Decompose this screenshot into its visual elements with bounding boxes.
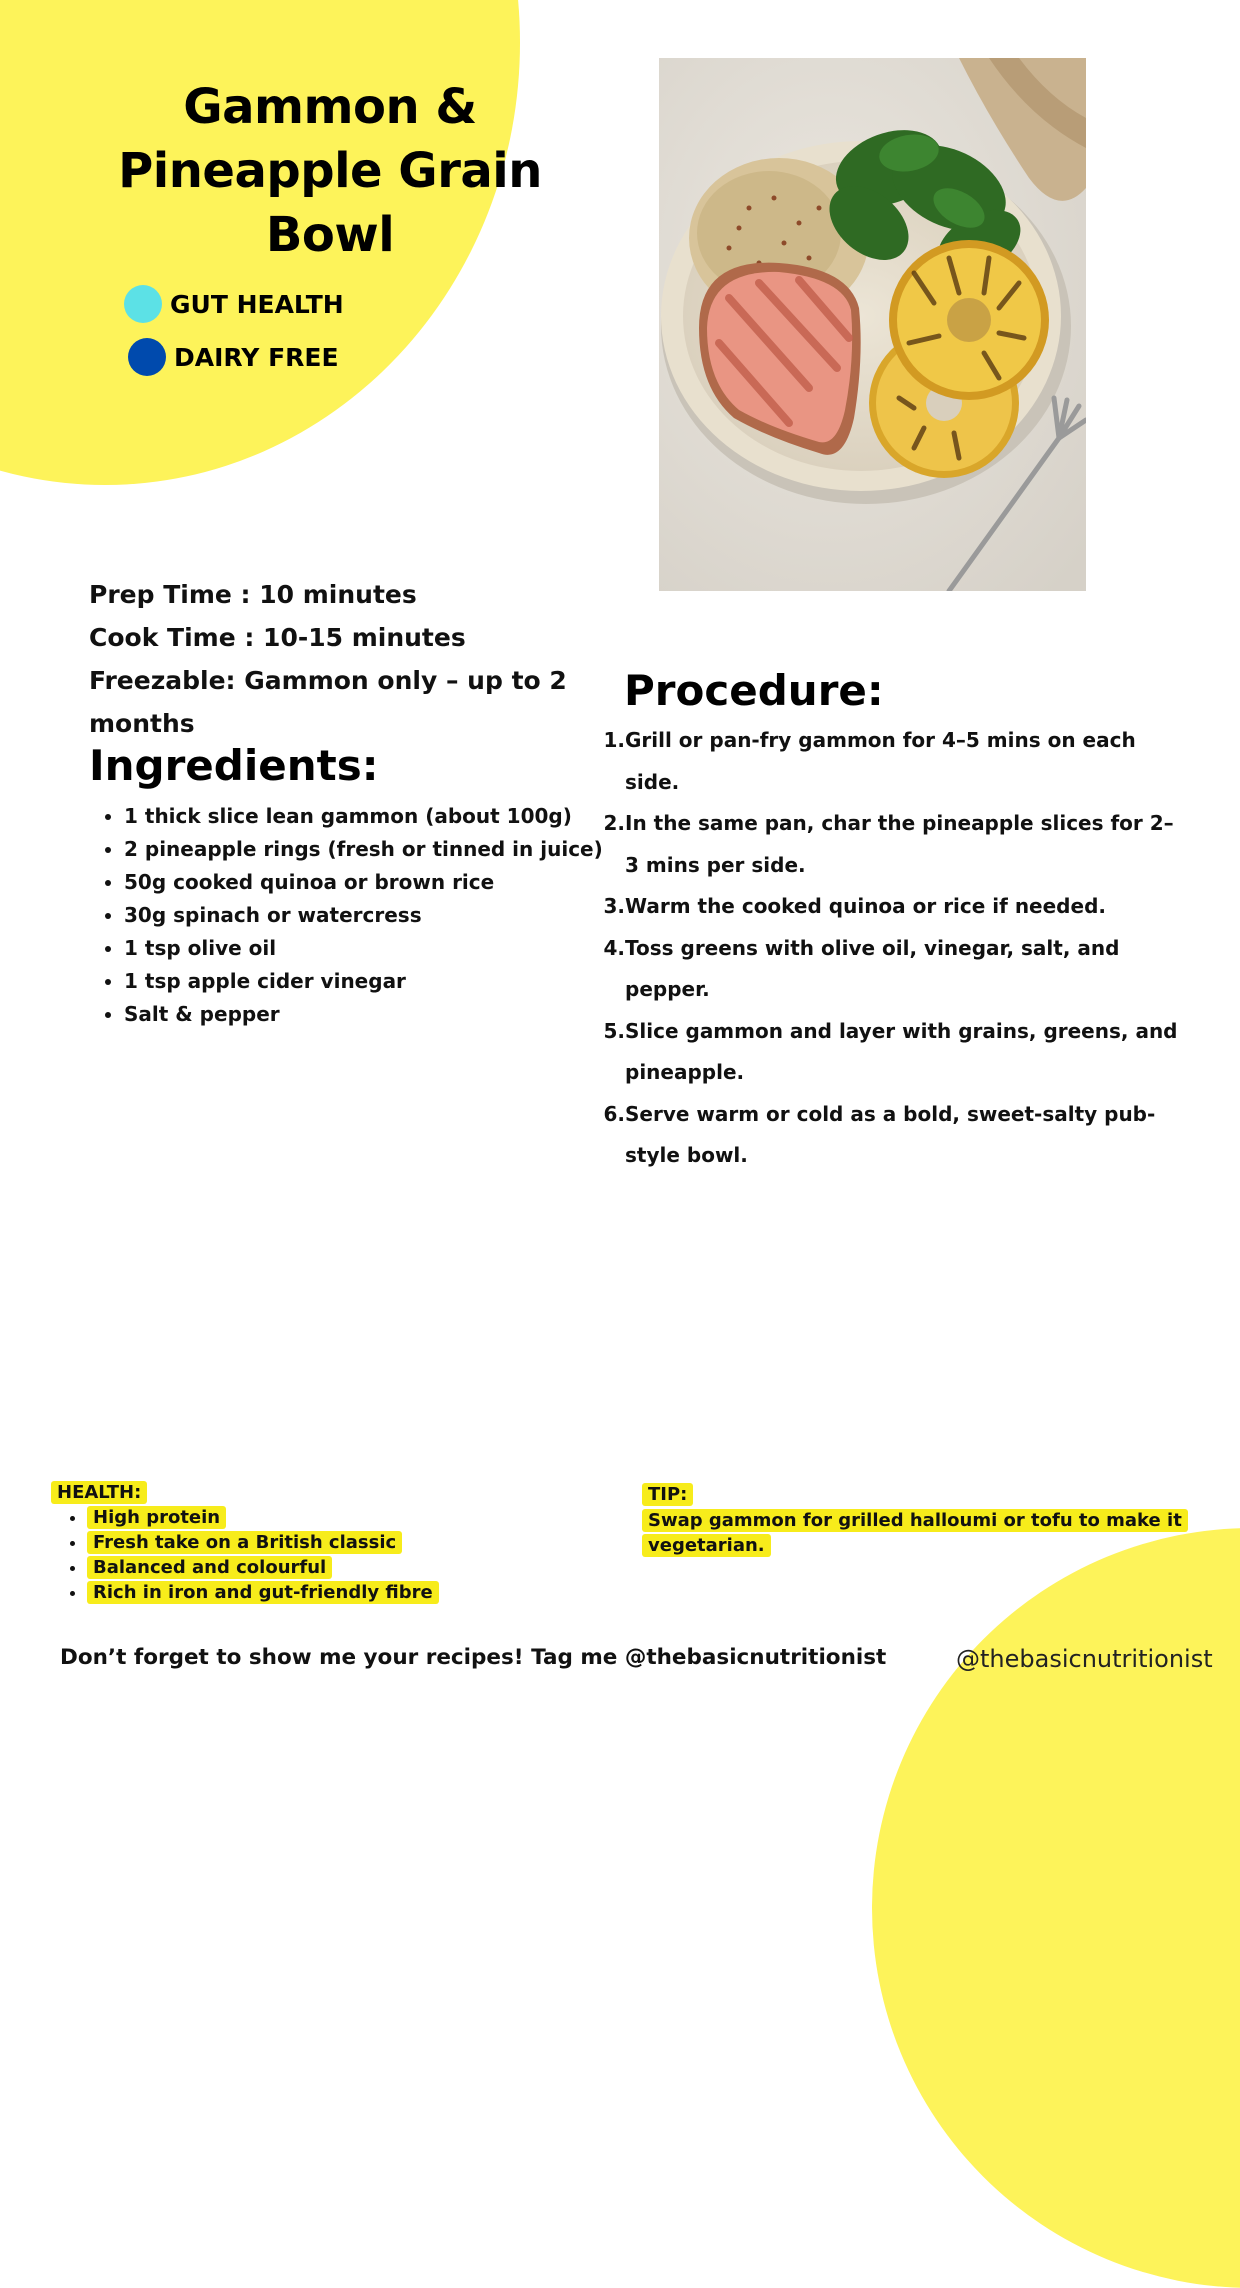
procedure-step: [600, 928, 1180, 1011]
tip-box: [642, 1482, 1182, 1559]
recipe-title-line-2: Pineapple Grain: [118, 143, 542, 199]
tag-dot-icon: [128, 338, 166, 376]
procedure-step: [600, 1094, 1180, 1177]
cook-time: Cook Time : 10-15 minutes: [89, 623, 466, 652]
list-item: [87, 1580, 439, 1605]
step-number: 6.: [603, 1101, 625, 1126]
step-number: 1.: [603, 728, 625, 752]
ingredients-list: [90, 800, 624, 1031]
list-item: [87, 1530, 439, 1555]
health-list: [51, 1505, 439, 1605]
step-number: 5.: [603, 1018, 625, 1043]
procedure-step: [600, 886, 1180, 928]
procedure-step: [600, 1011, 1180, 1094]
recipe-title-line-3: Bowl: [265, 207, 395, 263]
health-label: HEALTH:: [51, 1481, 147, 1504]
step-text: Serve warm or cold as a bold, sweet-salty pub-style bowl.: [625, 1101, 1156, 1167]
footer-social-handle: @thebasicnutritionist: [956, 1645, 1213, 1673]
list-item: [87, 1555, 439, 1580]
decorative-yellow-circle-bottom: [872, 1528, 1240, 2288]
tip-label: TIP:: [642, 1483, 693, 1506]
list-item: • 1 tsp apple cider vinegar: [124, 965, 624, 998]
tag-label: DAIRY FREE: [174, 342, 339, 372]
health-item: Rich in iron and gut-friendly fibre: [87, 1581, 439, 1604]
step-text: Toss greens with olive oil, vinegar, salt, and pepper.: [625, 935, 1120, 1001]
recipe-meta: [89, 573, 579, 745]
list-item: • 1 tsp olive oil: [124, 932, 624, 965]
step-text: In the same pan, char the pineapple slices for 2–3 mins per side.: [625, 811, 1174, 877]
ingredients-heading: Ingredients:: [89, 741, 379, 790]
step-text: Warm the cooked quinoa or rice if needed.: [625, 894, 1106, 918]
list-item: • 30g spinach or watercress: [124, 899, 624, 932]
list-item: • Salt & pepper: [124, 998, 624, 1031]
health-item: High protein: [87, 1506, 226, 1529]
procedure-step: [600, 720, 1180, 803]
prep-time: Prep Time : 10 minutes: [89, 580, 417, 609]
list-item: • 2 pineapple rings (fresh or tinned in juice): [124, 833, 624, 866]
list-item: • 50g cooked quinoa or brown rice: [124, 866, 624, 899]
procedure-list: [600, 720, 1180, 1177]
tip-text: Swap gammon for grilled halloumi or tofu to make it vegetarian.: [642, 1509, 1188, 1558]
step-text: Slice gammon and layer with grains, greens, and pineapple.: [625, 1018, 1178, 1084]
procedure-step: [600, 803, 1180, 886]
health-item: Fresh take on a British classic: [87, 1531, 402, 1554]
procedure-heading: Procedure:: [624, 666, 884, 715]
recipe-photo: [659, 58, 1086, 591]
step-text: Grill or pan-fry gammon for 4–5 mins on each side.: [625, 728, 1136, 794]
tag-dairy-free: [128, 338, 339, 376]
step-number: 4.: [603, 935, 625, 960]
footer-call-to-action: Don’t forget to show me your recipes! Tag me @thebasicnutritionist: [60, 1645, 887, 1670]
bowl-photo-illustration: [659, 58, 1086, 591]
health-item: Balanced and colourful: [87, 1556, 332, 1579]
step-number: 3.: [603, 894, 625, 918]
step-number: 2.: [603, 811, 625, 835]
tag-gut-health: [124, 285, 344, 323]
health-box: [51, 1480, 439, 1605]
recipe-title: [90, 75, 570, 267]
freezable: Freezable: Gammon only – up to 2 months: [89, 666, 567, 738]
tag-label: GUT HEALTH: [170, 289, 344, 319]
list-item: • 1 thick slice lean gammon (about 100g): [124, 800, 624, 833]
tag-dot-icon: [124, 285, 162, 323]
recipe-title-line-1: Gammon &: [183, 79, 477, 135]
list-item: [87, 1505, 439, 1530]
